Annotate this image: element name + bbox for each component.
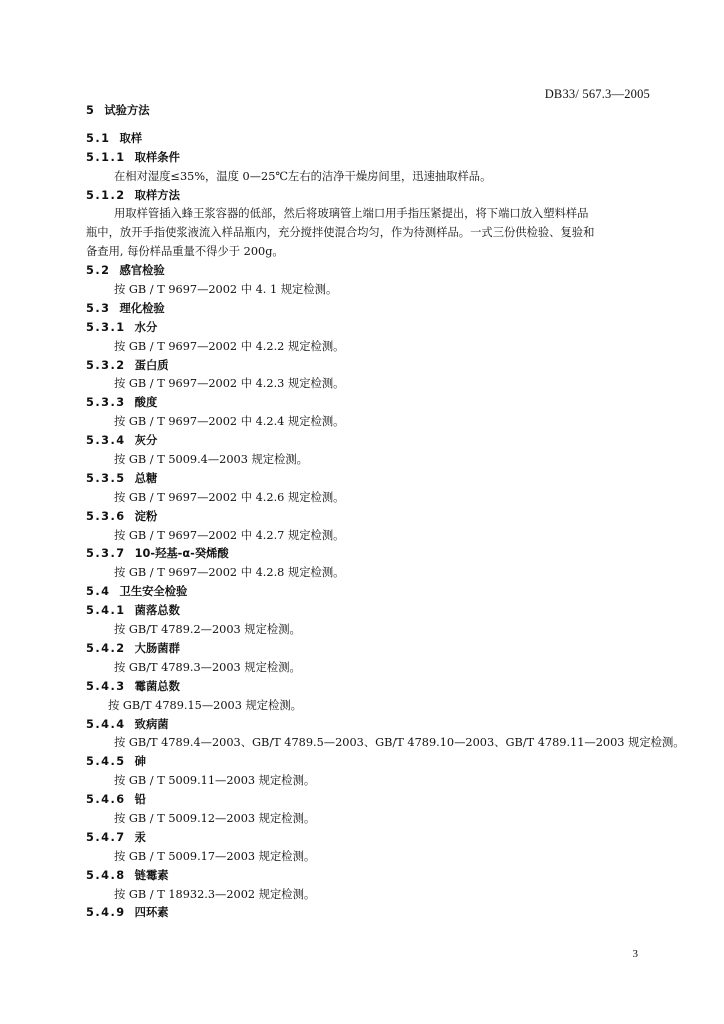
section-title: 取样: [119, 131, 143, 145]
section-heading: [86, 791, 686, 810]
body-text: 按 GB / T 9697—2002 中 4.2.8 规定检测。: [114, 566, 345, 580]
section-heading: [86, 319, 686, 338]
section-title: 感官检验: [119, 264, 165, 278]
section-number: 5.4.2: [86, 641, 126, 655]
section-heading: [86, 357, 686, 376]
body-text: 按 GB/T 4789.4—2003、GB/T 4789.5—2003、GB/T 4789.10—2003、GB/T 4789.11—2003 规定检测。: [114, 736, 685, 750]
section-number: 5.4: [86, 585, 111, 599]
section-number: 5.1.1: [86, 150, 126, 164]
spacer: [86, 121, 686, 130]
section-number: 5.4.8: [86, 868, 126, 882]
section-heading: [86, 508, 686, 527]
section-heading: [86, 130, 686, 149]
section-title: 卫生安全检验: [119, 585, 188, 599]
section-number: 5.3.1: [86, 320, 126, 334]
section-title: 汞: [134, 830, 146, 844]
section-title: 菌落总数: [134, 604, 180, 618]
body-text: 按 GB/T 4789.15—2003 规定检测。: [108, 698, 302, 712]
section-heading: [86, 149, 686, 168]
section-heading: [86, 583, 686, 602]
section-heading: [86, 394, 686, 413]
section-number: 5.3.2: [86, 358, 126, 372]
section-title: 铅: [134, 793, 146, 807]
body-text: 按 GB / T 5009.11—2003 规定检测。: [114, 774, 316, 788]
section-title: 蛋白质: [134, 358, 169, 372]
body-text: 按 GB / T 9697—2002 中 4.2.4 规定检测。: [114, 415, 345, 429]
section-title: 四环素: [134, 906, 169, 920]
section-number: 5.3.4: [86, 434, 126, 448]
section-title: 致病菌: [134, 717, 169, 731]
section-number: 5.4.9: [86, 906, 126, 920]
body-text: 按 GB/T 4789.2—2003 规定检测。: [114, 623, 301, 637]
body-text: 在相对湿度≤35%，温度 0—25℃左右的洁净干燥房间里，迅速抽取样品。: [114, 169, 492, 183]
section-heading: [86, 300, 686, 319]
section-number: 5.4.3: [86, 679, 126, 693]
section-heading: [86, 602, 686, 621]
document-code: DB33/ 567.3—2005: [544, 87, 650, 101]
section-heading: [86, 470, 686, 489]
section-number: 5.4.4: [86, 717, 126, 731]
body-text: 按 GB/T 4789.3—2003 规定检测。: [114, 660, 301, 674]
section-number: 5.1.2: [86, 188, 126, 202]
section-number: 5.4.1: [86, 604, 126, 618]
body-text: 按 GB / T 5009.17—2003 规定检测。: [114, 849, 316, 863]
section-heading: [86, 716, 686, 735]
section-heading: [86, 432, 686, 451]
body-text: 备查用, 每份样品重量不得少于 200g。: [86, 245, 284, 259]
section-number: 5.2: [86, 264, 111, 278]
body-text: 瓶中，放开手指使浆液流入样品瓶内，充分搅拌使混合均匀，作为待测样品。一式三份供检验、复验和: [86, 226, 595, 240]
section-title: 10-羟基-α-癸烯酸: [134, 547, 229, 561]
section-heading: [86, 753, 686, 772]
document-body: [86, 102, 686, 923]
body-text: 按 GB / T 9697—2002 中 4. 1 规定检测。: [114, 283, 338, 297]
section-number: 5.4.5: [86, 755, 126, 769]
section-number: 5.3.7: [86, 547, 126, 561]
body-text: 按 GB / T 5009.4—2003 规定检测。: [114, 453, 308, 467]
body-text: 按 GB / T 9697—2002 中 4.2.3 规定检测。: [114, 377, 345, 391]
section-number: 5.3.6: [86, 509, 126, 523]
section-title: 理化检验: [119, 301, 165, 315]
page-number: 3: [632, 948, 638, 960]
section-number: 5: [86, 104, 96, 117]
section-heading: [86, 678, 686, 697]
section-title: 取样方法: [134, 188, 180, 202]
section-heading: [86, 640, 686, 659]
body-text: 按 GB / T 5009.12—2003 规定检测。: [114, 811, 316, 825]
section-title: 试验方法: [104, 104, 150, 117]
body-text: 用取样管插入蜂王浆容器的低部，然后将玻璃管上端口用手指压紧提出，将下端口放入塑料样品: [114, 207, 589, 221]
section-title: 总糖: [134, 471, 158, 485]
section-title: 灰分: [134, 434, 158, 448]
body-text: 按 GB / T 9697—2002 中 4.2.2 规定检测。: [114, 339, 345, 353]
section-title: 水分: [134, 320, 158, 334]
section-title: 砷: [134, 755, 146, 769]
section-heading: [86, 262, 686, 281]
section-title: 淀粉: [134, 509, 158, 523]
section-number: 5.3.5: [86, 471, 126, 485]
section-number: 5.3: [86, 301, 111, 315]
section-heading: [86, 187, 686, 206]
body-text: 按 GB / T 9697—2002 中 4.2.6 规定检测。: [114, 490, 345, 504]
section-number: 5.1: [86, 131, 111, 145]
section-heading: [86, 545, 686, 564]
section-number: 5.3.3: [86, 396, 126, 410]
section-title: 取样条件: [134, 150, 180, 164]
body-text: 按 GB / T 18932.3—2002 规定检测。: [114, 887, 316, 901]
section-number: 5.4.7: [86, 830, 126, 844]
section-title: 大肠菌群: [134, 641, 180, 655]
section-heading: [86, 829, 686, 848]
section-heading: [86, 867, 686, 886]
section-number: 5.4.6: [86, 793, 126, 807]
section-title: 霉菌总数: [134, 679, 180, 693]
section-title: 链霉素: [134, 868, 169, 882]
section-heading: [86, 102, 686, 121]
body-text: 按 GB / T 9697—2002 中 4.2.7 规定检测。: [114, 528, 345, 542]
section-title: 酸度: [134, 396, 158, 410]
section-heading: [86, 904, 686, 923]
